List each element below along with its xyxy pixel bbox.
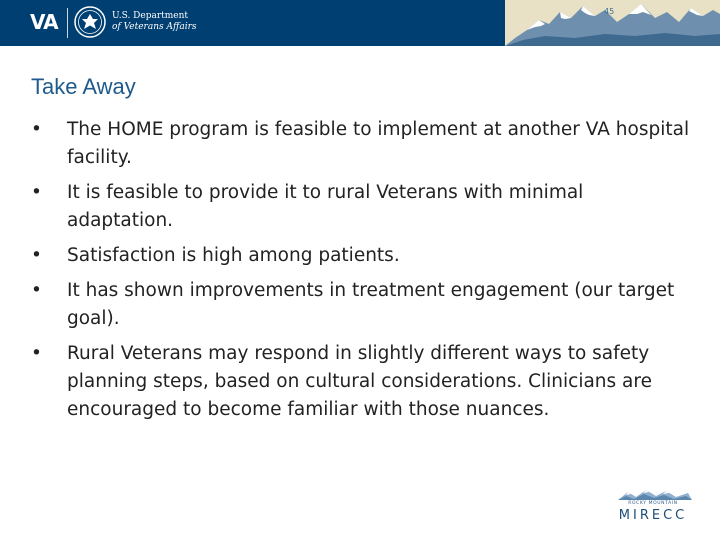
bullet-icon: • bbox=[31, 182, 42, 203]
department-line-2: of Veterans Affairs bbox=[112, 22, 197, 32]
bullet-icon: • bbox=[31, 119, 42, 140]
header-band bbox=[0, 0, 720, 46]
list-item bbox=[31, 179, 691, 235]
va-logo: VA bbox=[30, 10, 58, 34]
slide-number: 45 bbox=[604, 7, 615, 16]
mirecc-subtitle: ROCKY MOUNTAIN bbox=[628, 501, 678, 506]
bullet-icon: • bbox=[31, 245, 42, 266]
slide-title: Take Away bbox=[31, 74, 136, 99]
bullet-text: Satisfaction is high among patients. bbox=[67, 245, 400, 266]
mirecc-logo-text: MIRECC bbox=[618, 508, 688, 523]
bullet-icon: • bbox=[31, 280, 42, 301]
department-name bbox=[112, 11, 197, 33]
department-line-1: U.S. Department bbox=[112, 11, 189, 21]
bullet-icon: • bbox=[31, 343, 42, 364]
bullet-text: Rural Veterans may respond in slightly different ways to safety planning steps, based on cultural considerations. Clinicians are encouraged to become familiar with those nuances. bbox=[67, 343, 652, 420]
bullet-text: It has shown improvements in treatment engagement (our target goal). bbox=[67, 280, 675, 329]
list-item bbox=[31, 242, 691, 270]
va-seal-icon bbox=[74, 6, 106, 38]
list-item bbox=[31, 277, 691, 333]
list-item bbox=[31, 340, 691, 424]
takeaway-list bbox=[31, 116, 691, 431]
list-item bbox=[31, 116, 691, 172]
bullet-text: It is feasible to provide it to rural Veterans with minimal adaptation. bbox=[67, 182, 584, 231]
header-divider bbox=[67, 8, 68, 38]
bullet-text: The HOME program is feasible to implement at another VA hospital facility. bbox=[67, 119, 690, 168]
